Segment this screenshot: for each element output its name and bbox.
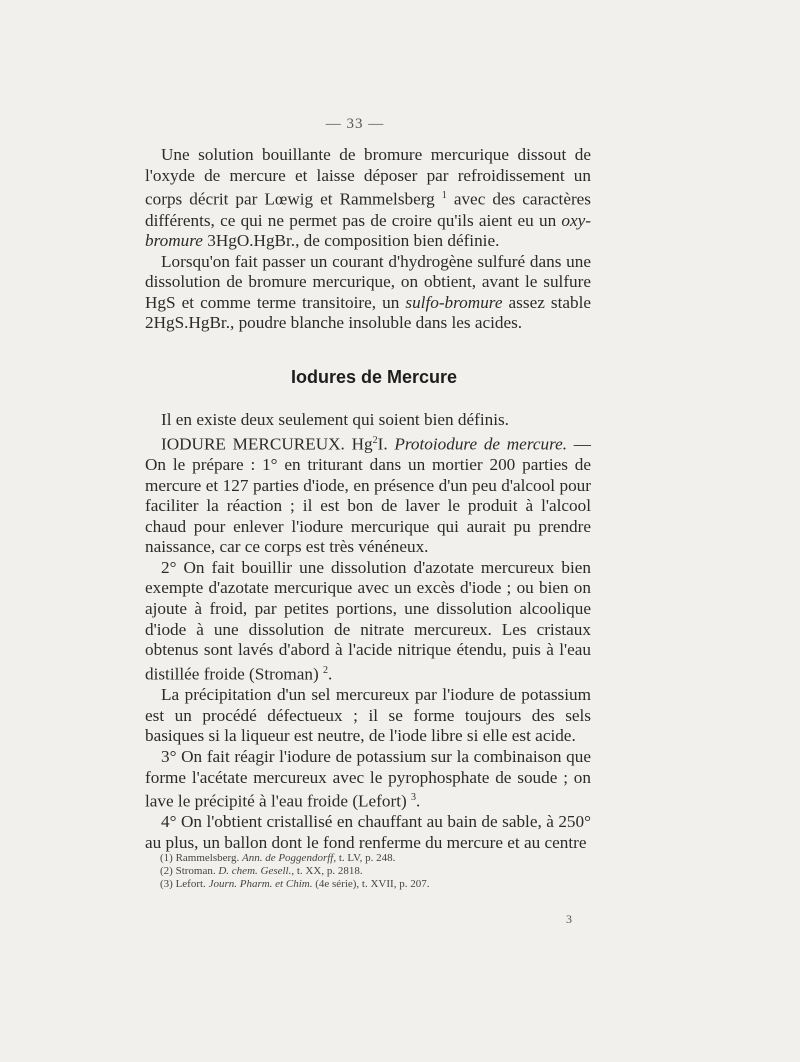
text-run: Il en existe deux seulement qui soient bien définis.: [161, 410, 509, 429]
main-text-block: [145, 410, 591, 854]
footnote-ref: 1: [441, 190, 447, 202]
text-run: .: [416, 791, 421, 811]
text-run: , t. LV, p. 248.: [333, 852, 396, 864]
footnote-number: (3): [160, 878, 173, 890]
footnote: [160, 865, 590, 878]
italic-text: Protoiodure de mercure.: [394, 434, 568, 454]
footnote-ref: 3: [411, 792, 417, 804]
paragraph: [145, 145, 591, 252]
text-run: , t. XX, p. 2818.: [291, 865, 363, 877]
text-run: 4° On l'obtient cristallisé en chauffant au bain de sable, à 250° au plus, un ballon dont le fond renferme du mercure et au centre: [145, 812, 591, 853]
footnote-ref: 2: [372, 434, 378, 446]
paragraph: [145, 252, 591, 334]
text-run: — On le prépare : 1° en triturant dans un mortier 200 parties de mercure et 127 parties d'iode, en présence d'un peu d'alcool pour faciliter la réaction ; il est bon de laver le produit à l'alcool chaud pour enlever l'iodure mercurique qui aurait pu prendre naissance, car ce corps est très vénéneux.: [145, 434, 591, 557]
text-run: (4e série), t. XVII, p. 207.: [312, 878, 430, 890]
text-run: La précipitation d'un sel mercureux par l'iodure de potassium est un procédé défectueux ; il se forme toujours des sels basiques si la liqueur est neutre, de l'iode libre si elle est acide.: [145, 685, 591, 746]
paragraph: [145, 747, 591, 813]
footnote-ref: 2: [323, 664, 329, 676]
footnote-number: (1): [160, 852, 173, 864]
text-run: I.: [377, 434, 395, 454]
text-run: 2° On fait bouillir une dissolution d'azotate mercureux bien exempte d'azotate mercurique avec un excès d'iode ; ou bien on ajoute à froid, par petites portions, une dissolution alcoolique d'iode à une dissolution de nitrate mercureux. Les cristaux obtenus sont lavés d'abord à l'acide nitrique étendu, puis à l'eau distillée froide (Stroman): [145, 557, 591, 684]
footnote: [160, 878, 590, 891]
text-run: IODURE MERCUREUX. Hg: [161, 434, 373, 454]
paragraph: [145, 431, 591, 558]
italic-text: oxy-bromure: [145, 210, 591, 251]
text-run: assez stable 2HgS.HgBr., poudre blanche insoluble dans les acides.: [145, 292, 591, 333]
paragraph: [145, 685, 591, 747]
text-run: avec des caractères différents, ce qui ne permet pas de croire qu'ils aient eu un: [145, 189, 591, 230]
footnotes: [160, 852, 590, 891]
text-run: Une solution bouillante de bromure mercurique dissout de l'oxyde de mercure et laisse déposer par refroidissement un corps décrit par Lœwig et Rammelsberg: [145, 145, 591, 209]
paragraph: [145, 410, 591, 431]
page-number: — 33 —: [325, 116, 385, 132]
italic-text: sulfo-bromure: [405, 292, 503, 312]
text-run: Rammelsberg.: [172, 852, 242, 864]
text-run: Lorsqu'on fait passer un courant d'hydrogène sulfuré dans une dissolution de bromure mercurique, on obtient, avant le sulfure HgS et comme terme transitoire, un: [145, 251, 591, 312]
italic-text: D. chem. Gesell.: [218, 865, 292, 877]
top-text-block: [145, 145, 591, 334]
footnote: [160, 852, 590, 865]
section-heading: Iodures de Mercure: [290, 367, 458, 387]
footnote-number: (2): [160, 865, 173, 877]
italic-text: Journ. Pharm. et Chim.: [208, 878, 313, 890]
text-run: Lefort.: [172, 878, 209, 890]
paragraph: [145, 558, 591, 685]
signature-mark: 3: [566, 912, 572, 926]
text-run: .: [328, 664, 333, 684]
text-run: 3HgO.HgBr., de composition bien définie.: [202, 231, 500, 251]
text-run: 3° On fait réagir l'iodure de potassium sur la combinaison que forme l'acétate mercureux avec le pyrophosphate de soude ; on lave le précipité à l'eau froide (Lefort): [145, 746, 591, 811]
text-run: Stroman.: [172, 865, 219, 877]
paragraph: [145, 812, 591, 853]
italic-text: Ann. de Poggendorff: [241, 852, 334, 864]
